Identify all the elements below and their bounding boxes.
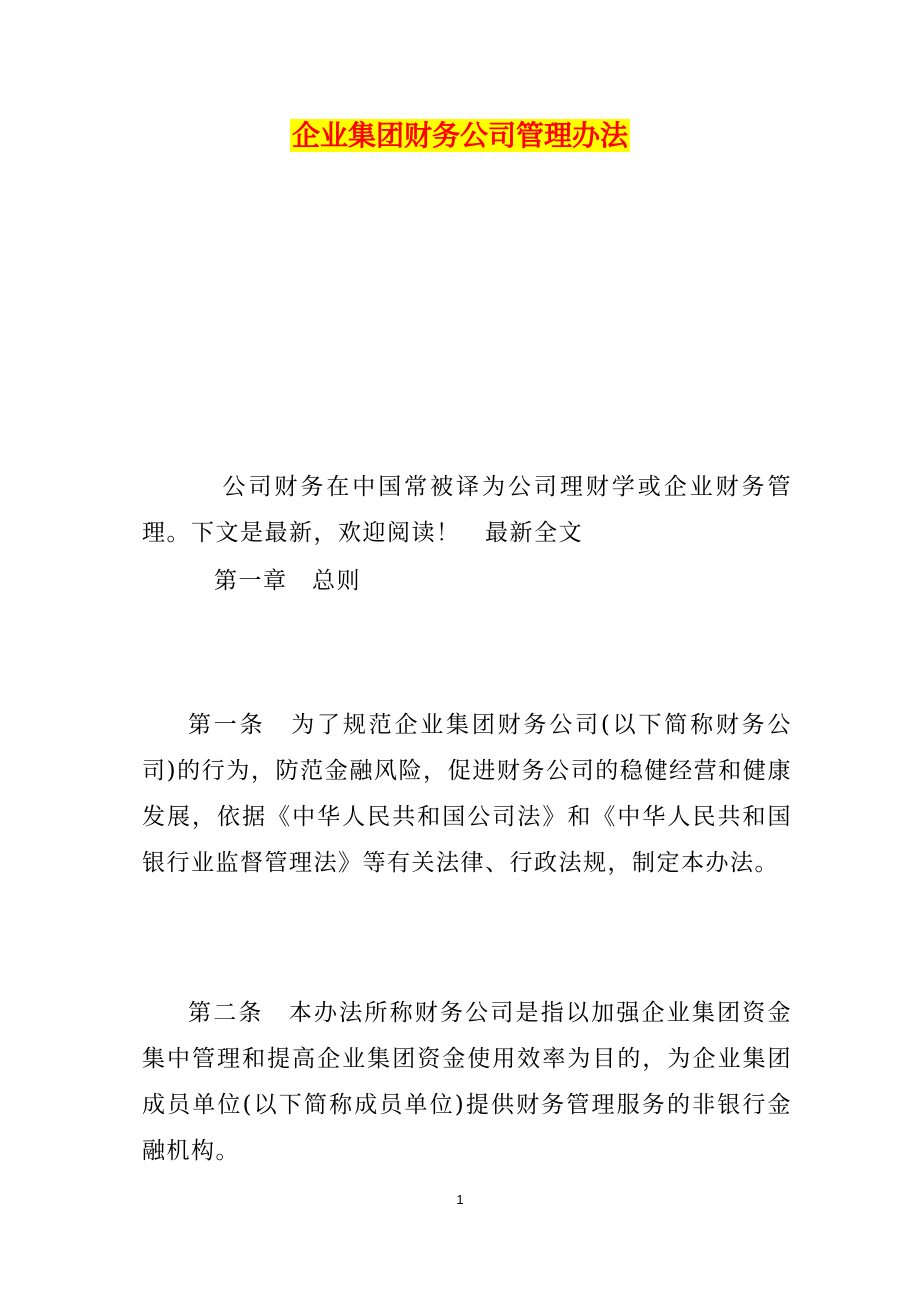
chapter-heading: 第一章 总则 xyxy=(214,568,361,594)
chapter-heading-block xyxy=(214,558,792,604)
intro-paragraph-block xyxy=(142,464,792,556)
article-2-paragraph: 第二条 本办法所称财务公司是指以加强企业集团资金集中管理和提高企业集团资金使用效率为目的，为企业集团成员单位(以下简称成员单位)提供财务管理服务的非银行金融机构。 xyxy=(142,1000,792,1164)
page-number: 1 xyxy=(456,1192,464,1207)
article-2-block xyxy=(142,990,792,1174)
article-1-block xyxy=(142,702,792,886)
intro-paragraph: 公司财务在中国常被译为公司理财学或企业财务管理。下文是最新，欢迎阅读！ 最新全文 xyxy=(142,474,792,546)
document-title-text: 企业集团财务公司管理办法 xyxy=(291,119,628,152)
article-1-paragraph: 第一条 为了规范企业集团财务公司(以下简称财务公司)的行为，防范金融风险，促进财务公司的稳健经营和健康发展，依据《中华人民共和国公司法》和《中华人民共和国银行业监督管理法》等有关法律、行政法规，制定本办法。 xyxy=(142,712,792,876)
document-title xyxy=(0,114,920,158)
